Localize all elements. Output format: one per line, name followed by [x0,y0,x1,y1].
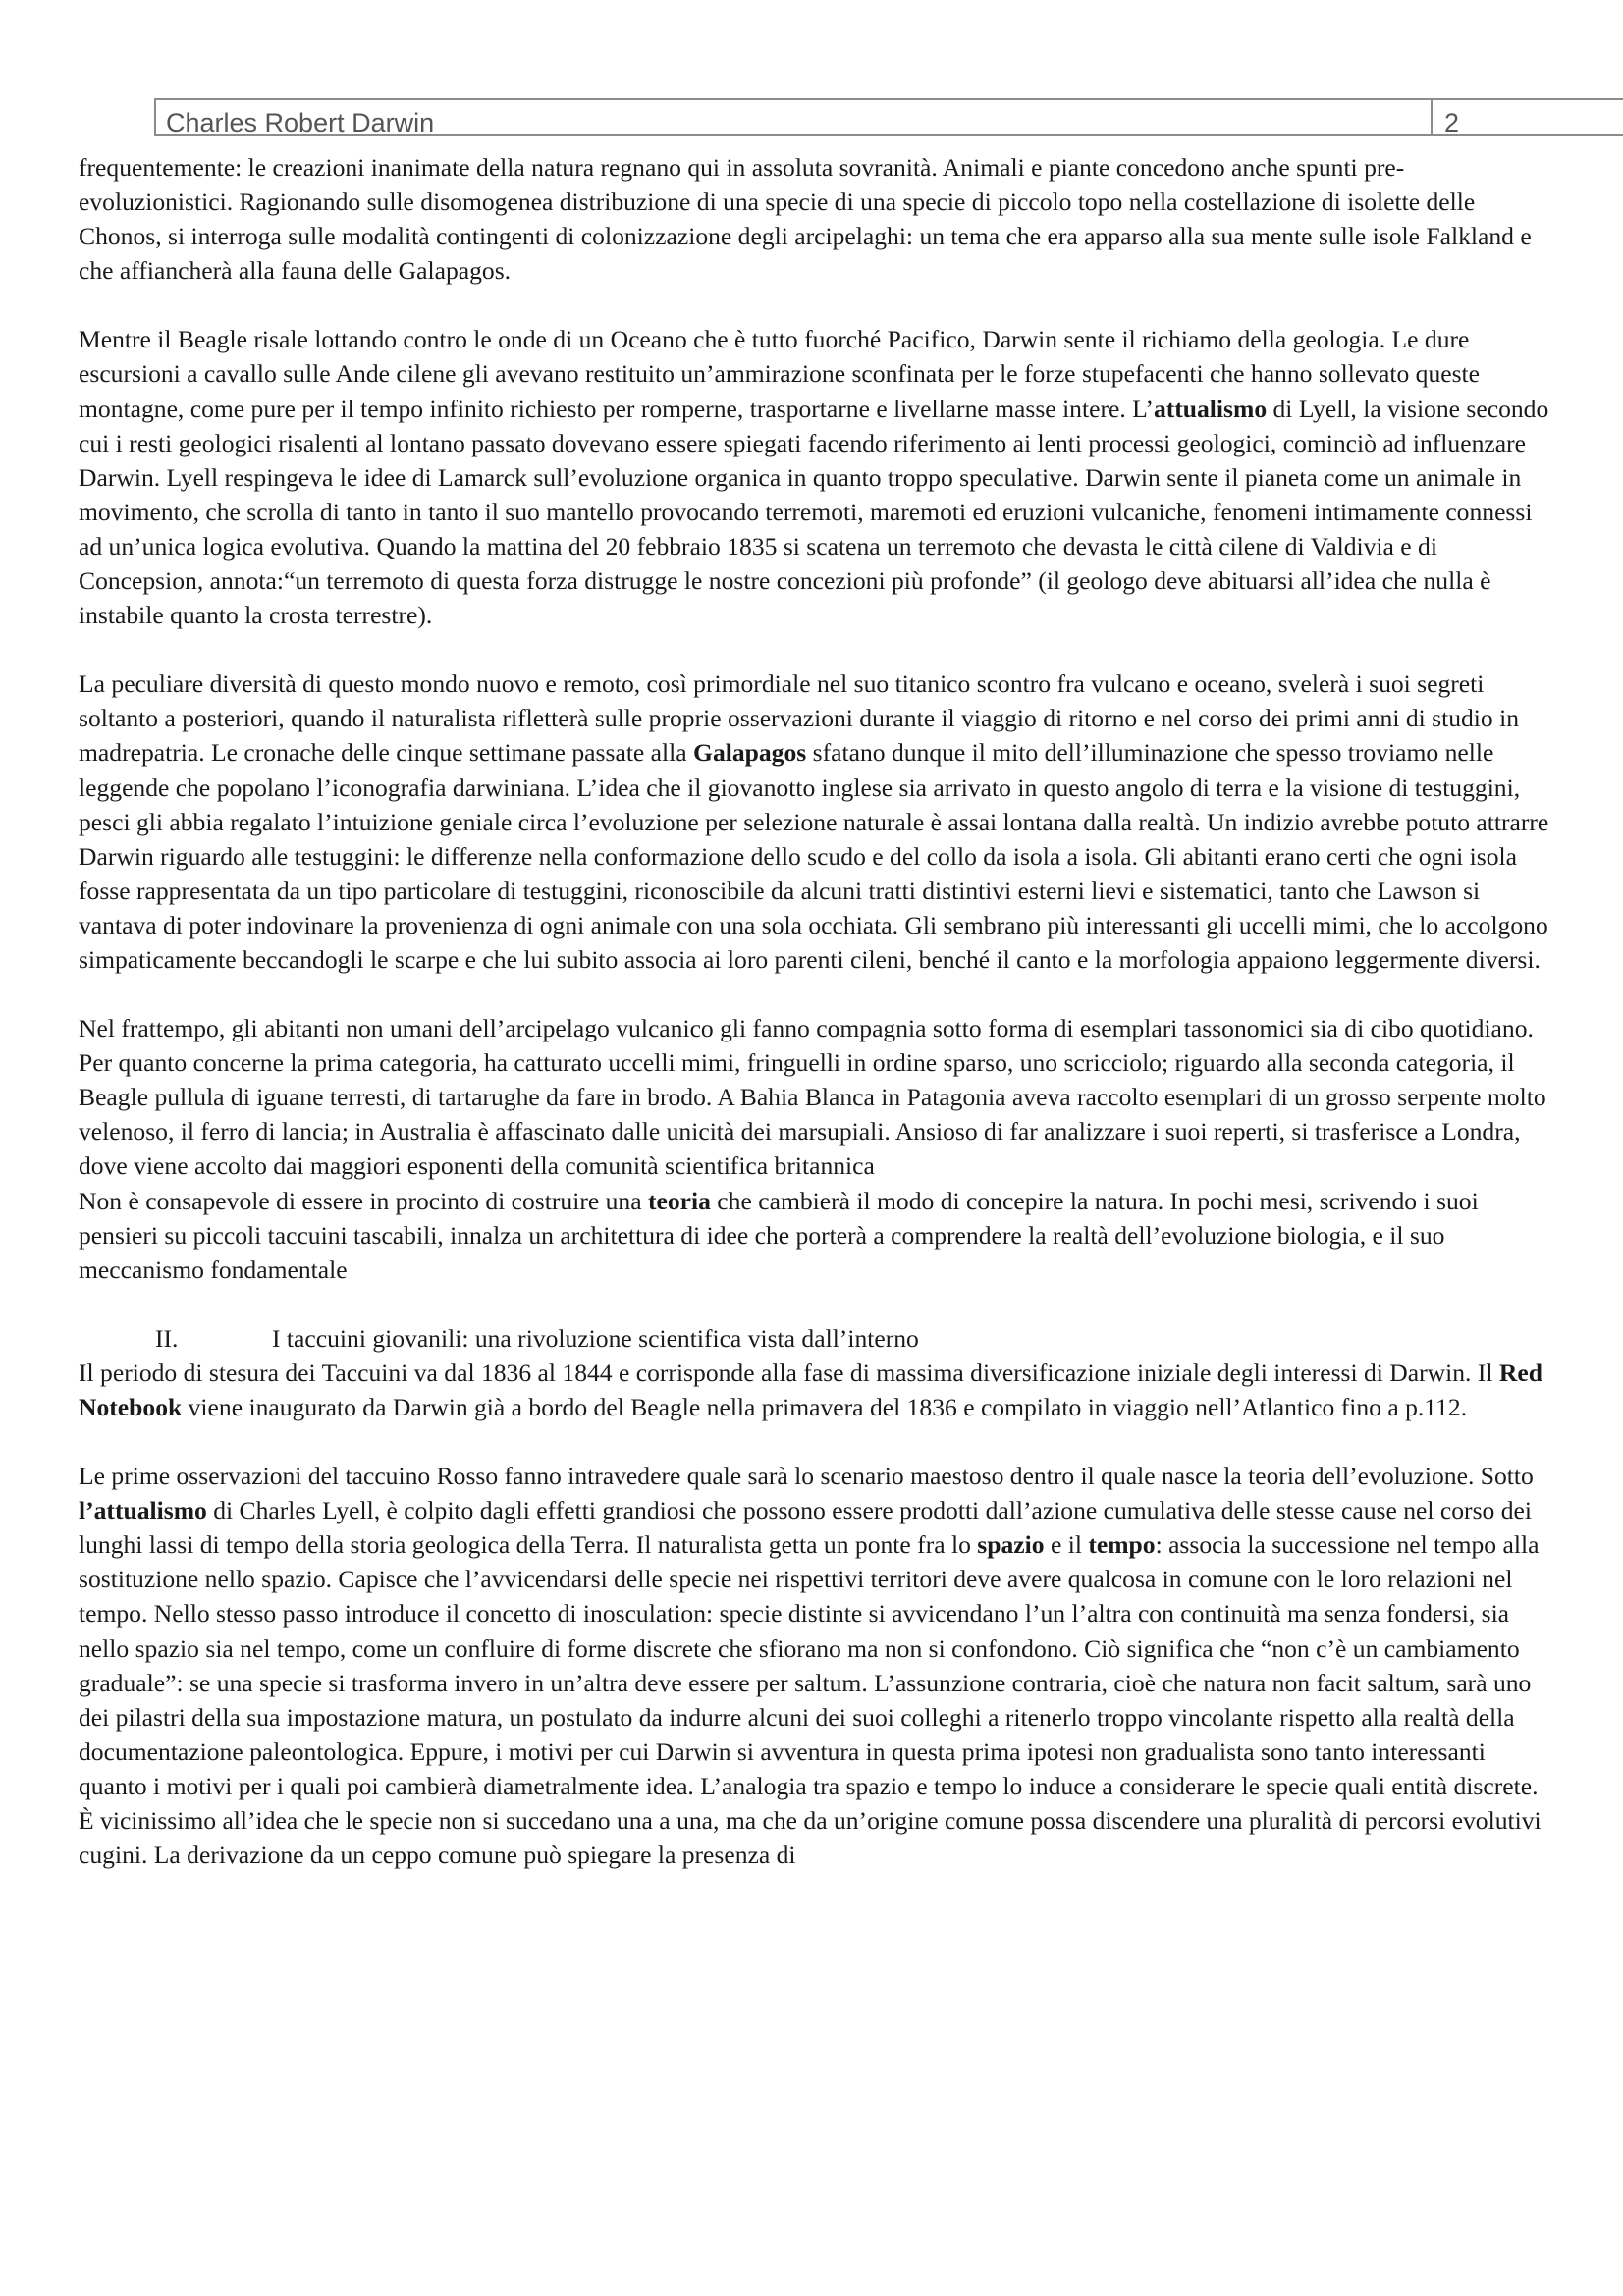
text-run: sfatano dunque il mito dell’illuminazione che spesso troviamo nelle leggende che popolano l’iconografia darwiniana. L’idea che il giovanotto inglese sia arrivato in questo angolo di terra e la visione di testuggini, pesci gli abbia regalato l’intuizione geniale circa l’evoluzione per selezione naturale è assai lontana dalla realtà. Un indizio avrebbe potuto attrarre Darwin riguardo alle testuggini: le differenze nella conformazione dello scudo e del collo da isola a isola. Gli abitanti erano certi che ogni isola fosse rappresentata da un tipo particolare di testuggini, riconoscibile da alcuni tratti distintivi esterni lievi e sistematici, tanto che Lawson si vantava di poter indovinare la provenienza di ogni animale con una sola occhiata. Gli sembrano più interessanti gli uccelli mimi, che lo accolgono simpaticamente beccandogli le scarpe e che lui subito associa ai loro parenti cileni, benché il canto e la morfologia appaiono leggermente diversi. [79,738,1549,974]
paragraph [79,150,1551,288]
text-run: viene inaugurato da Darwin già a bordo del Beagle nella primavera del 1836 e compilato in viaggio nell’Atlantico fino a p.112. [182,1393,1468,1421]
paragraph-spacer [79,632,1551,667]
page-number: 2 [1444,108,1460,136]
paragraph [79,667,1551,977]
paragraph-spacer [79,288,1551,322]
document-body [79,150,1551,1872]
bold-term: l’attualismo [79,1496,207,1525]
text-run: : associa la successione nel tempo alla sostituzione nello spazio. Capisce che l’avvicendarsi delle specie nei rispettivi territori deve avere qualcosa in comune con le loro relazioni nel tempo. Nello stesso passo introduce il concetto di inosculation: specie distinte si avvicendano l’un l’altra con continuità ma senza fondersi, sia nello spazio sia nel tempo, come un confluire di forme discrete che sfiorano ma non si confondono. Ciò significa che “non c’è un cambiamento graduale”: se una specie si trasforma invero in un’altra deve essere per saltum. L’assunzione contraria, cioè che natura non facit saltum, sarà uno dei pilastri della sua impostazione matura, un postulato da indurre alcuni dei suoi colleghi a ritenerlo troppo vincolante rispetto alla realtà della documentazione paleontologica. Eppure, i motivi per cui Darwin si avventura in questa prima ipotesi non gradualista sono tanto interessanti quanto i motivi per i quali poi cambierà diametralmente idea. L’analogia tra spazio e tempo lo induce a considerare le specie quali entità discrete. È vicinissimo all’idea che le specie non si succedano una a una, ma che da un’origine comune possa discendere una pluralità di percorsi evolutivi cugini. La derivazione da un ceppo comune può spiegare la presenza di [79,1530,1542,1870]
text-run: frequentemente: le creazioni inanimate della natura regnano qui in assoluta sovranità. Animali e piante concedono anche spunti pre-evoluzionistici. Ragionando sulle disomogenea distribuzione di una specie di una specie di piccolo topo nella costellazione di isolette delle Chonos, si interroga sulle modalità contingenti di colonizzazione degli arcipelaghi: un tema che era apparso alla sua mente sulle isole Falkland e che affiancherà alla fauna delle Galapagos. [79,153,1532,286]
text-run: di Lyell, la visione secondo cui i resti geologici risalenti al lontano passato dovevano essere spiegati facendo riferimento ai lenti processi geologici, cominciò ad influenzare Darwin. Lyell respingeva le idee di Lamarck sull’evoluzione organica in quanto troppo speculative. Darwin sente il pianeta come un animale in movimento, che scrolla di tanto in tanto il suo mantello provocando terremoti, maremoti ed eruzioni vulcaniche, fenomeni intimamente connessi ad un’unica logica evolutiva. Quando la mattina del 20 febbraio 1835 si scatena un terremoto che devasta le città cilene di Valdivia e di Concepsion, annota:“un terremoto di questa forza distrugge le nostre concezioni più profonde” (il geologo deve abituarsi all’idea che nulla è instabile quanto la crosta terrestre). [79,394,1549,630]
paragraph [79,1356,1551,1424]
paragraph [79,1459,1551,1872]
paragraph [79,1184,1551,1287]
text-run: La peculiare diversità di questo mondo nuovo e remoto, così primordiale nel suo titanico scontro fra vulcano e oceano, svelerà i suoi segreti soltanto a posteriori, quando il naturalista rifletterà sulle proprie osservazioni durante il viaggio di ritorno e nel corso dei primi anni di studio in madrepatria. Le cronache delle cinque settimane passate alla [79,669,1520,768]
text-run: di Charles Lyell, è colpito dagli effetti grandiosi che possono essere prodotti dall’azione cumulativa delle stesse cause nel corso dei lunghi lassi di tempo della storia geologica della Terra. Il naturalista getta un ponte fra lo [79,1496,1533,1560]
header-title: Charles Robert Darwin [166,108,435,136]
header-divider [1431,100,1433,134]
paragraph [79,1011,1551,1183]
bold-term: Red Notebook [79,1358,1542,1421]
paragraph-spacer [79,1287,1551,1321]
text-run: Le prime osservazioni del taccuino Rosso fanno intravedere quale sarà lo scenario maestoso dentro il quale nasce la teoria dell’evoluzione. Sotto [79,1462,1534,1491]
section-title: I taccuini giovanili: una rivoluzione scientifica vista dall’interno [272,1323,919,1353]
bold-term: teoria [647,1186,711,1215]
section-heading [79,1321,1551,1356]
bold-term: Galapagos [693,738,807,768]
text-run: che cambierà il modo di concepire la natura. In pochi mesi, scrivendo i suoi pensieri su piccoli taccuini tascabili, innalza un architettura di idee che porterà a comprendere la realtà dell’evoluzione biologia, e il suo meccanismo fondamentale [79,1186,1479,1284]
text-run: e il [1044,1530,1089,1560]
text-run: Non è consapevole di essere in procinto di costruire una [79,1186,648,1215]
page-header [154,98,1623,136]
section-number: II. [155,1323,179,1353]
text-run: Il periodo di stesura dei Taccuini va dal 1836 al 1844 e corrisponde alla fase di massima diversificazione iniziale degli interessi di Darwin. Il [79,1358,1499,1387]
bold-term: attualismo [1153,394,1268,423]
bold-term: tempo [1088,1530,1156,1560]
paragraph-spacer [79,977,1551,1011]
paragraph-spacer [79,1424,1551,1459]
paragraph [79,322,1551,632]
text-run: Mentre il Beagle risale lottando contro le onde di un Oceano che è tutto fuorché Pacifico, Darwin sente il richiamo della geologia. Le dure escursioni a cavallo sulle Ande cilene gli avevano restituito un’ammirazione sconfinata per le forze stupefacenti che hanno sollevato queste montagne, come pure per il tempo infinito richiesto per romperne, trasportarne e livellarne masse intere. L’ [79,325,1481,423]
text-run: Nel frattempo, gli abitanti non umani dell’arcipelago vulcanico gli fanno compagnia sotto forma di esemplari tassonomici sia di cibo quotidiano. Per quanto concerne la prima categoria, ha catturato uccelli mimi, fringuelli in ordine sparso, uno scricciolo; riguardo alla seconda categoria, il Beagle pullula di iguane terresti, di tartarughe da fare in brodo. A Bahia Blanca in Patagonia aveva raccolto esemplari di un grosso serpente molto velenoso, il ferro di lancia; in Australia è affascinato dalle unicità dei marsupiali. Ansioso di far analizzare i suoi reperti, si trasferisce a Londra, dove viene accolto dai maggiori esponenti della comunità scientifica britannica [79,1014,1546,1181]
bold-term: spazio [977,1530,1045,1560]
